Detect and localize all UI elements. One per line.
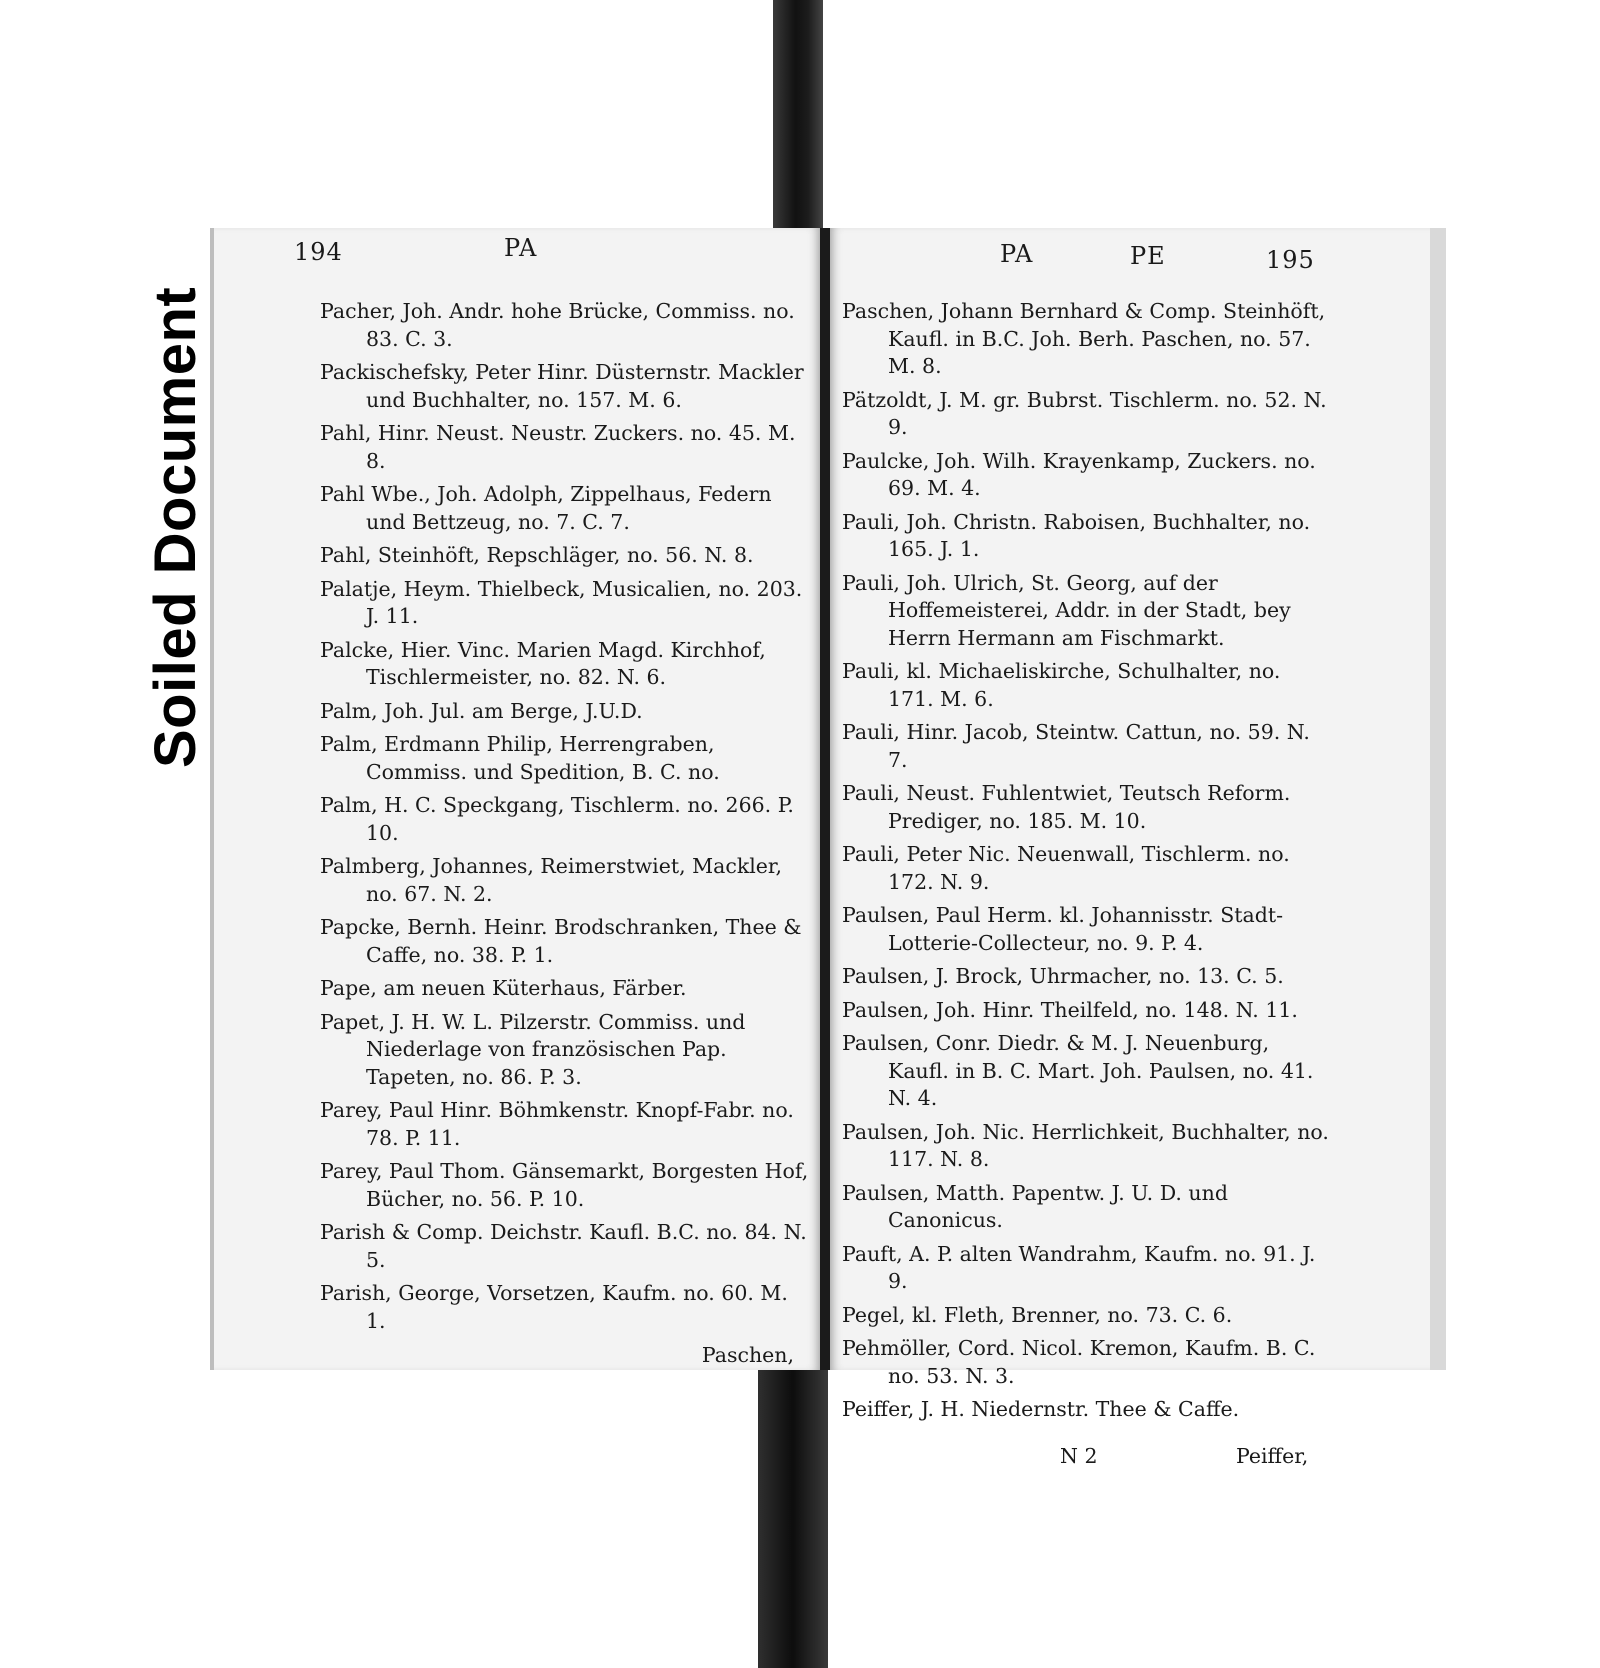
left-entries-list <box>320 298 810 1341</box>
right-entries-list <box>842 298 1332 1430</box>
directory-entry: Pehmöller, Cord. Nicol. Kremon, Kaufm. B. C. no. 53. N. 3. <box>842 1336 1316 1388</box>
directory-entry: Pauli, Joh. Christn. Raboisen, Buchhalter, no. 165. J. 1. <box>842 509 1311 561</box>
left-page-number: 194 <box>294 238 343 266</box>
directory-entry: Paulcke, Joh. Wilh. Krayenkamp, Zuckers. no. 69. M. 4. <box>842 448 1316 500</box>
directory-entry: Palm, Joh. Jul. am Berge, J.U.D. <box>320 698 643 723</box>
directory-entry: Pauft, A. P. alten Wandrahm, Kaufm. no. 91. J. 9. <box>842 1241 1316 1293</box>
directory-entry: Parey, Paul Thom. Gänsemarkt, Borgesten Hof, Bücher, no. 56. P. 10. <box>320 1159 809 1211</box>
directory-entry: Pape, am neuen Küterhaus, Färber. <box>320 976 687 1000</box>
directory-entry: Pacher, Joh. Andr. hohe Brücke, Commiss. no. 83. C. 3. <box>320 299 795 351</box>
right-page-number: 195 <box>1266 246 1315 274</box>
directory-entry: Paulsen, Joh. Nic. Herrlichkeit, Buchhalter, no. 117. N. 8. <box>842 1119 1329 1171</box>
directory-entry: Parish, George, Vorsetzen, Kaufm. no. 60. M. 1. <box>320 1281 788 1333</box>
signature-mark: N 2 <box>1060 1444 1098 1468</box>
directory-entry: Papet, J. H. W. L. Pilzerstr. Commiss. und Niederlage von französischen Pap. Tapeten, no. 86. P. 3. <box>320 1009 746 1089</box>
directory-entry: Paulsen, Matth. Papentw. J. U. D. und Canonicus. <box>842 1180 1228 1232</box>
directory-entry: Pauli, Joh. Ulrich, St. Georg, auf der Hoffemeisterei, Addr. in der Stadt, bey Herrn Hermann am Fischmarkt. <box>842 570 1291 650</box>
directory-entry: Pauli, Hinr. Jacob, Steintw. Cattun, no. 59. N. 7. <box>842 720 1310 772</box>
directory-entry: Pauli, kl. Michaeliskirche, Schulhalter, no. 171. M. 6. <box>842 659 1281 711</box>
book-spine-bottom <box>758 1368 828 1668</box>
directory-entry: Paulsen, Joh. Hinr. Theilfeld, no. 148. N. 11. <box>842 997 1298 1022</box>
book-spine-top <box>773 0 823 236</box>
directory-entry: Palm, Erdmann Philip, Herrengraben, Commiss. und Spedition, B. C. no. <box>320 732 720 784</box>
directory-entry: Pauli, Peter Nic. Neuenwall, Tischlerm. no. 172. N. 9. <box>842 842 1290 894</box>
right-running-head-pe: PE <box>1130 242 1166 270</box>
directory-entry: Parish & Comp. Deichstr. Kaufl. B.C. no. 84. N. 5. <box>320 1220 807 1272</box>
right-catchword: Peiffer, <box>1236 1444 1309 1468</box>
directory-entry: Papcke, Bernh. Heinr. Brodschranken, Thee & Caffe, no. 38. P. 1. <box>320 915 802 967</box>
directory-entry: Pahl Wbe., Joh. Adolph, Zippelhaus, Federn und Bettzeug, no. 7. C. 7. <box>320 482 772 534</box>
directory-entry: Palmberg, Johannes, Reimerstwiet, Mackler, no. 67. N. 2. <box>320 854 783 906</box>
directory-entry: Paschen, Johann Bernhard & Comp. Steinhöft, Kaufl. in B.C. Joh. Berh. Paschen, no. 57. M. 8. <box>842 299 1326 378</box>
right-running-head-pa: PA <box>1000 240 1034 268</box>
directory-entry: Palm, H. C. Speckgang, Tischlerm. no. 266. P. 10. <box>320 793 794 845</box>
directory-entry: Paulsen, J. Brock, Uhrmacher, no. 13. C. 5. <box>842 964 1284 988</box>
directory-entry: Packischefsky, Peter Hinr. Düsternstr. Mackler und Buchhalter, no. 157. M. 6. <box>320 360 804 412</box>
left-page <box>210 228 820 1370</box>
open-book <box>210 228 1446 1468</box>
directory-entry: Pauli, Neust. Fuhlentwiet, Teutsch Reform. Prediger, no. 185. M. 10. <box>842 781 1291 833</box>
directory-entry: Palatje, Heym. Thielbeck, Musicalien, no. 203. J. 11. <box>320 576 803 628</box>
directory-entry: Parey, Paul Hinr. Böhmkenstr. Knopf-Fabr. no. 78. P. 11. <box>320 1098 794 1150</box>
left-catchword: Paschen, <box>701 1343 794 1367</box>
gutter <box>820 228 830 1370</box>
directory-entry: Paulsen, Paul Herm. kl. Johannisstr. Stadt-Lotterie-Collecteur, no. 9. P. 4. <box>842 903 1284 955</box>
directory-entry: Pahl, Steinhöft, Repschläger, no. 56. N. 8. <box>320 543 754 567</box>
directory-entry: Paulsen, Conr. Diedr. & M. J. Neuenburg, Kaufl. in B. C. Mart. Joh. Paulsen, no. 41. N. 4. <box>842 1031 1314 1110</box>
right-page <box>830 228 1446 1468</box>
directory-entry: Pegel, kl. Fleth, Brenner, no. 73. C. 6. <box>842 1302 1233 1327</box>
directory-entry: Peiffer, J. H. Niedernstr. Thee & Caffe. <box>842 1397 1240 1421</box>
left-running-head: PA <box>504 234 538 262</box>
directory-entry: Pahl, Hinr. Neust. Neustr. Zuckers. no. 45. M. 8. <box>320 421 796 473</box>
directory-entry: Palcke, Hier. Vinc. Marien Magd. Kirchhof, Tischlermeister, no. 82. N. 6. <box>320 637 766 689</box>
directory-entry: Pätzoldt, J. M. gr. Bubrst. Tischlerm. no. 52. N. 9. <box>842 387 1327 439</box>
soiled-document-label: Soiled Document <box>143 286 208 768</box>
